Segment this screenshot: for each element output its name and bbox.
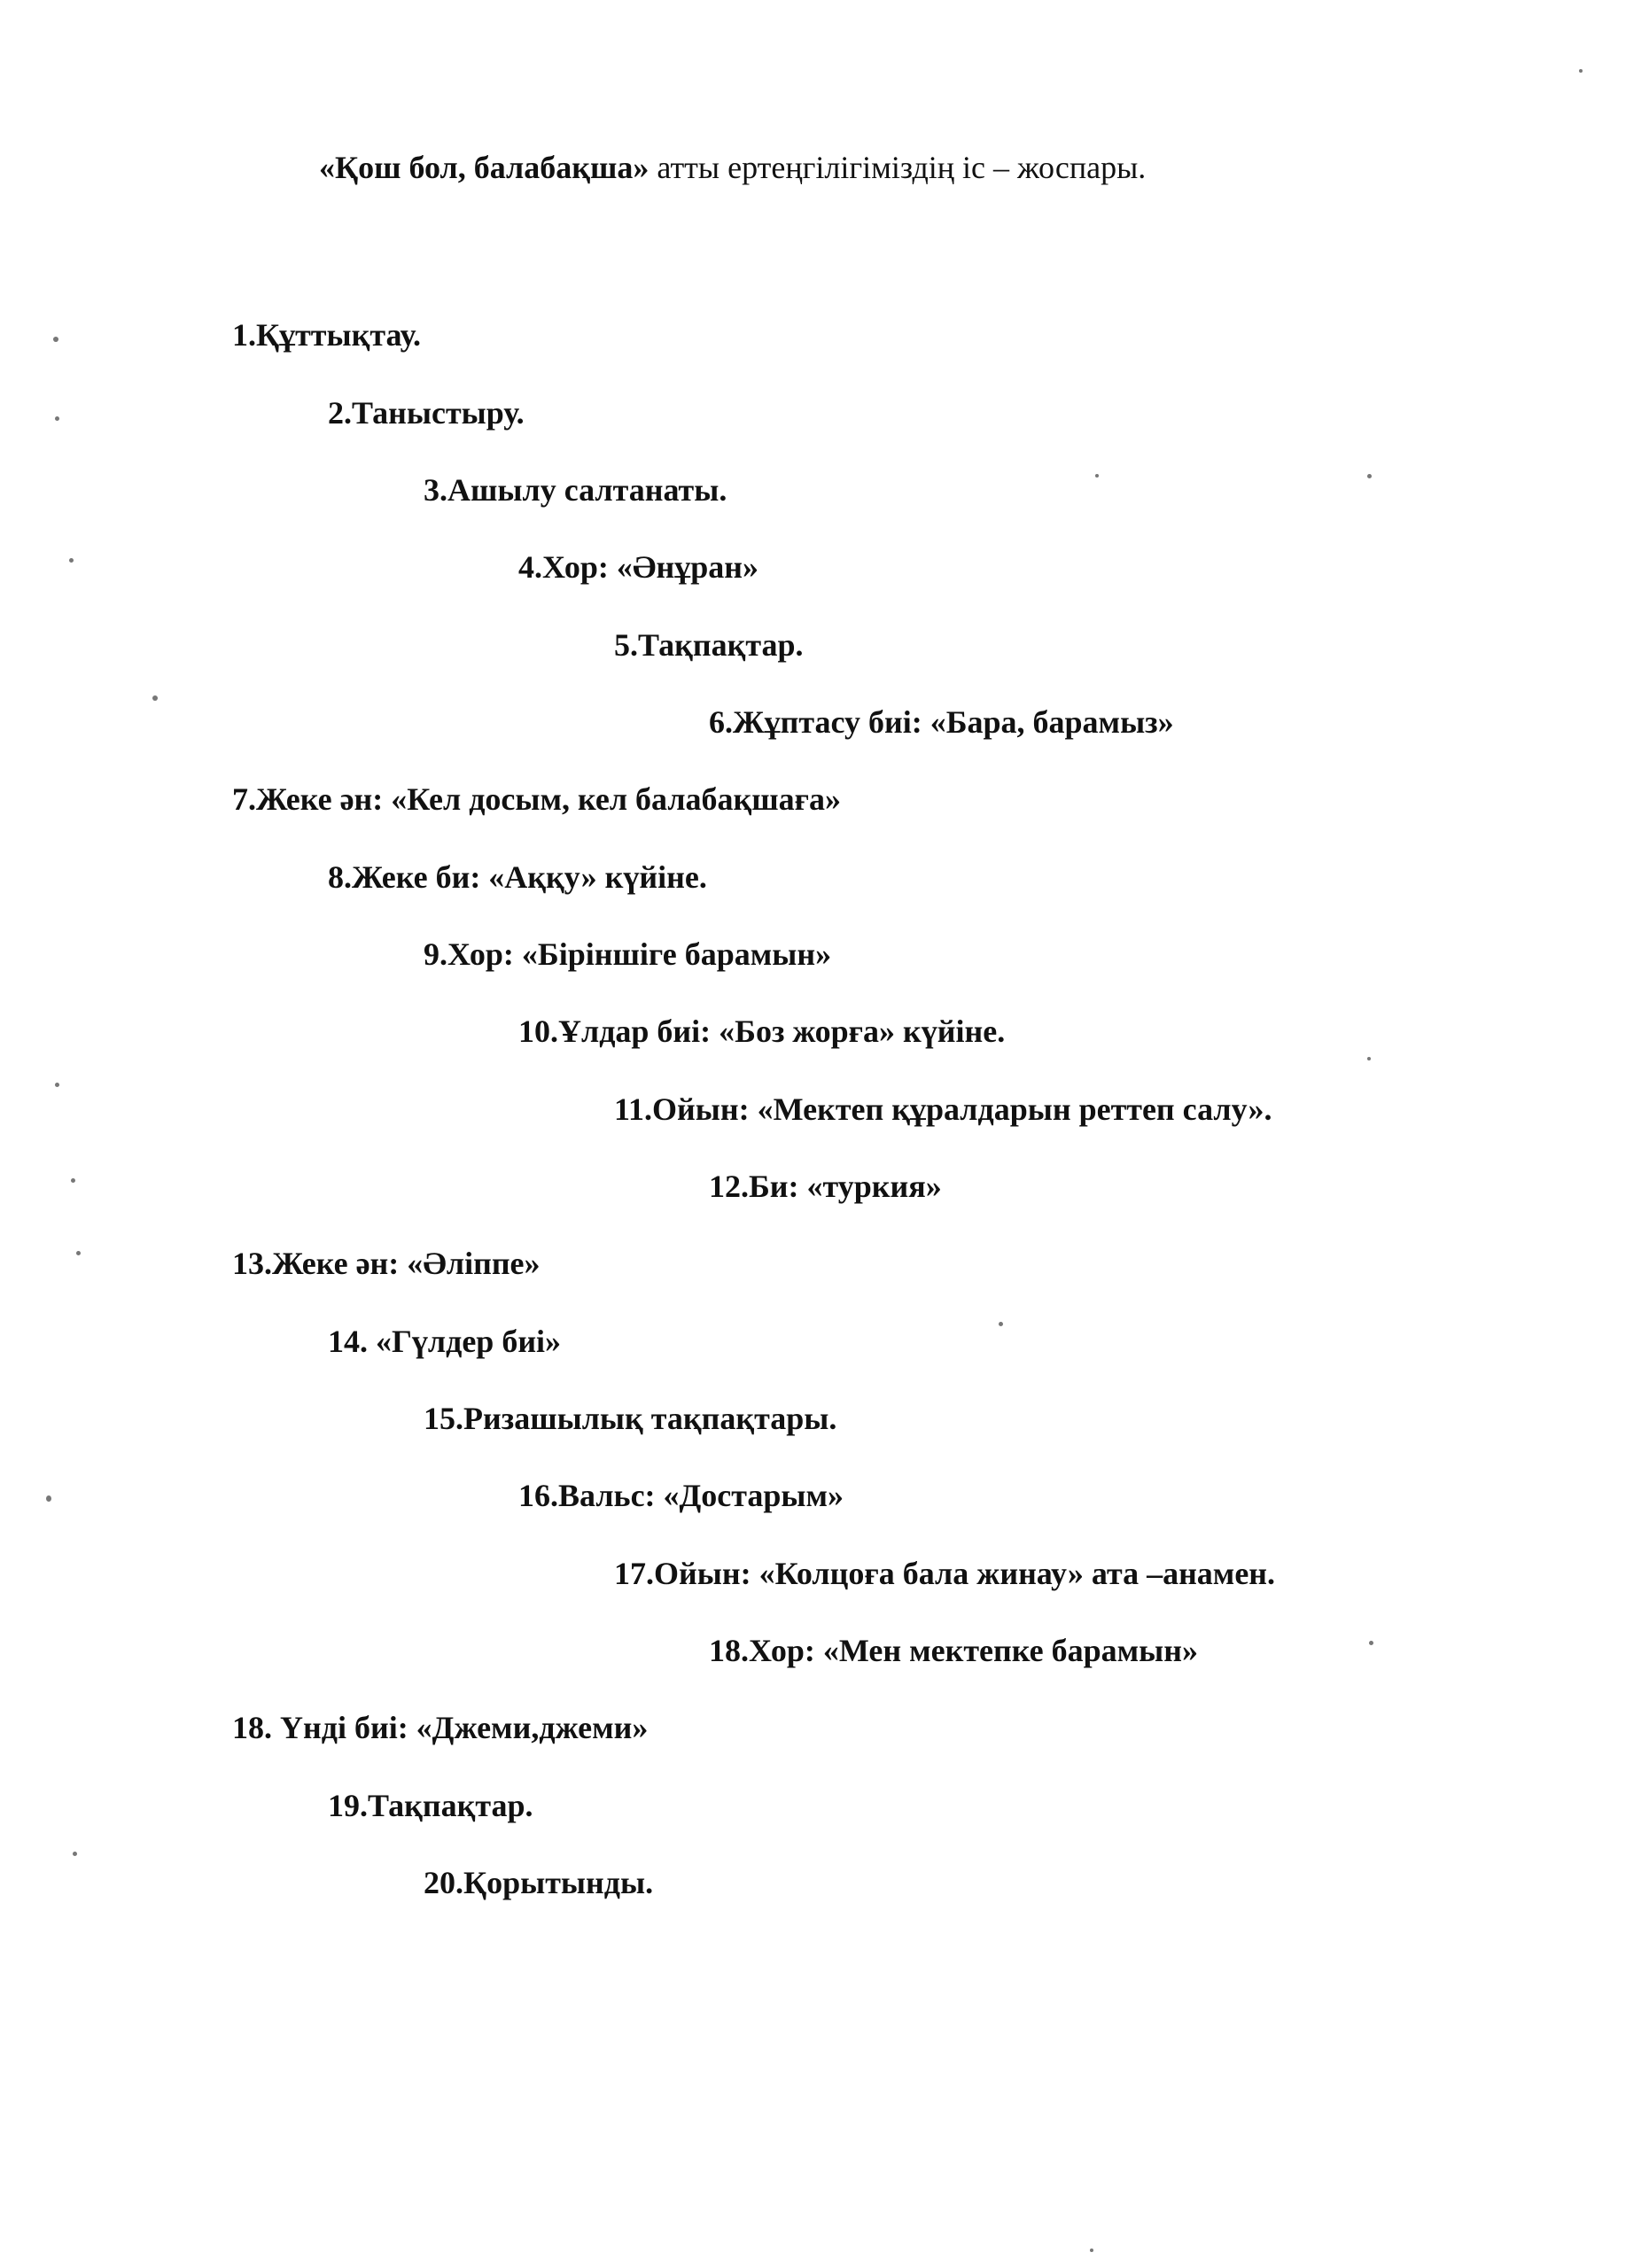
scan-speck: [1369, 1641, 1373, 1645]
scan-speck: [999, 1322, 1003, 1326]
scan-speck: [55, 1083, 59, 1087]
program-item: 12.Би: «туркия»: [709, 1169, 942, 1204]
program-item: 13.Жеке ән: «Әліппе»: [232, 1246, 541, 1281]
program-item: 17.Ойын: «Колцоға бала жинау» ата –анамен.: [614, 1556, 1276, 1591]
title-event-name: «Қош бол, балабақша»: [319, 150, 649, 185]
document-title: [319, 149, 1146, 186]
scan-speck: [1367, 474, 1372, 478]
program-item: 3.Ашылу салтанаты.: [424, 472, 727, 508]
scan-speck: [1579, 69, 1583, 73]
scan-speck: [1367, 1057, 1371, 1060]
scan-speck: [55, 416, 59, 421]
program-item: 18.Хор: «Мен мектепке барамын»: [709, 1633, 1198, 1668]
program-item: 1.Құттықтау.: [232, 317, 422, 353]
scan-speck: [69, 558, 74, 563]
program-item: 5.Тақпақтар.: [614, 627, 804, 663]
program-item: 10.Ұлдар биі: «Боз жорға» күйіне.: [518, 1014, 1006, 1049]
scan-speck: [152, 695, 158, 701]
program-item: 9.Хор: «Біріншіге барамын»: [424, 936, 832, 972]
program-item: 19.Тақпақтар.: [328, 1788, 533, 1823]
program-item: 14. «Гүлдер биі»: [328, 1324, 562, 1359]
program-item: 11.Ойын: «Мектеп құралдарын реттеп салу».: [614, 1091, 1272, 1127]
program-item: 4.Хор: «Әнұран»: [518, 549, 759, 585]
program-item: 7.Жеке ән: «Кел досым, кел балабақшаға»: [232, 781, 842, 817]
scan-speck: [76, 1251, 81, 1255]
program-item: 15.Ризашылық тақпақтары.: [424, 1401, 837, 1436]
scan-speck: [1095, 474, 1099, 478]
scan-speck: [71, 1178, 75, 1183]
scan-speck: [73, 1852, 77, 1856]
program-item: 16.Вальс: «Достарым»: [518, 1478, 844, 1513]
program-item: 2.Таныстыру.: [328, 395, 525, 431]
title-description: атты ертеңгілігіміздің іс – жоспары.: [649, 150, 1147, 185]
scan-speck: [53, 337, 58, 342]
program-item: 8.Жеке би: «Аққу» күйіне.: [328, 859, 707, 895]
program-item: 6.Жұптасу биі: «Бара, барамыз»: [709, 704, 1174, 740]
scan-speck: [1090, 2249, 1093, 2252]
scan-speck: [46, 1495, 51, 1502]
program-item: 18. Үнді биі: «Джеми,джеми»: [232, 1710, 649, 1745]
program-item: 20.Қорытынды.: [424, 1865, 654, 1900]
